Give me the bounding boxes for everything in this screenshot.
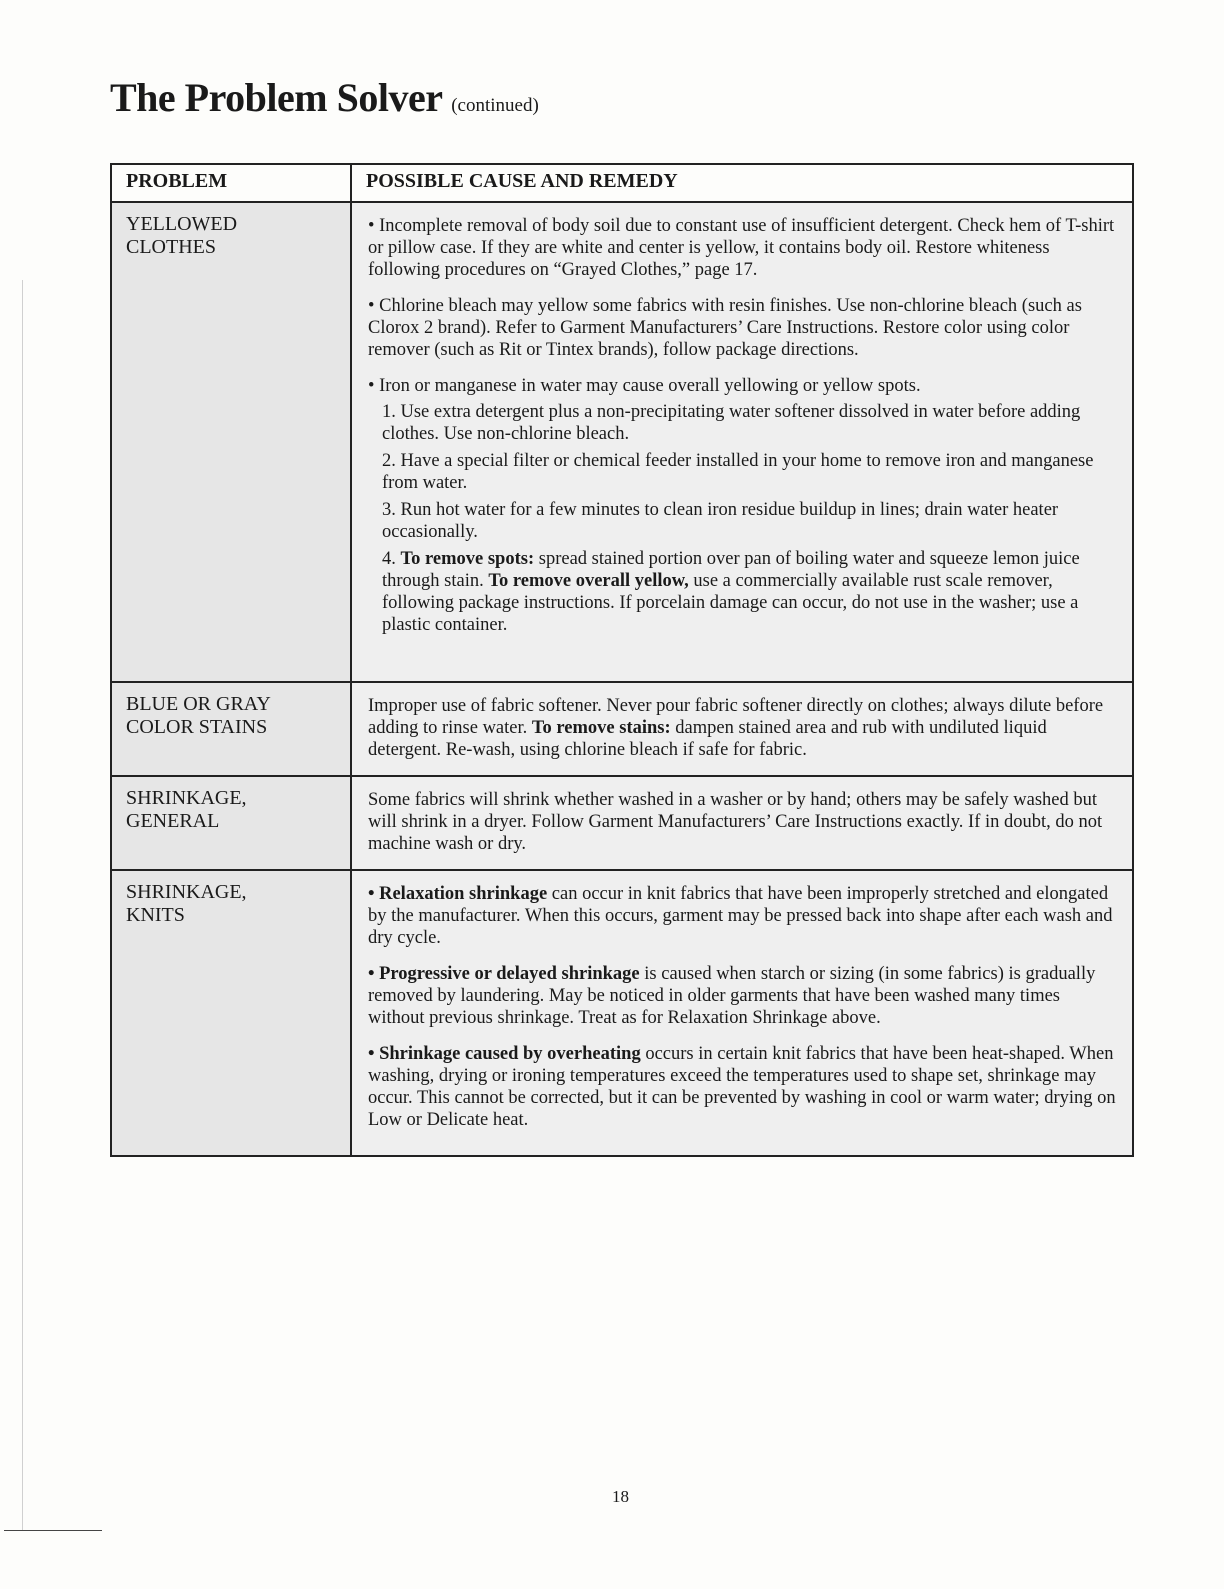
remedy-bullet [368,963,1118,1029]
remedy-step: 2. Have a special filter or chemical feeder installed in your home to remove iron and manganese from water. [382,451,1094,493]
problem-label-line: BLUE OR GRAY [126,693,271,715]
page-subtitle: (continued) [451,95,539,116]
remedy-text: Improper use of fabric softener. Never pour fabric softener directly on clothes; always dilute before adding to rinse water. [368,696,1104,738]
problem-label-line: SHRINKAGE, [126,881,247,903]
table-row [111,682,1133,776]
page-number: 18 [612,1487,629,1506]
problem-label-line: CLOTHES [126,236,216,258]
page-title-text: The Problem Solver [110,75,442,120]
problem-label-line: COLOR STAINS [126,716,268,738]
remedy-text: spread stained portion over pan of boiling water and squeeze lemon juice through stain. [382,549,1080,591]
header-problem: PROBLEM [111,164,351,202]
remedy-cell [351,682,1133,776]
problem-cell [111,682,351,776]
remedy-cell [351,870,1133,1156]
remedy-bullet [368,883,1118,949]
remedy-cell [351,776,1133,870]
scan-edge-line [4,1530,102,1531]
remedy-emphasis: To remove spots: [400,549,535,569]
step-number: 4. [382,549,396,569]
remedy-paragraph: Some fabrics will shrink whether washed in a washer or by hand; others may be safely washed but will shrink in a dryer. Follow Garment Manufacturers’ Care Instructions exactly. If in doubt, do not machine wash or dry. [368,790,1103,854]
remedy-bullet: • Iron or manganese in water may cause overall yellowing or yellow spots. [368,376,921,396]
table-row [111,776,1133,870]
remedy-step [368,548,1118,636]
remedy-bullet: • Chlorine bleach may yellow some fabrics with resin finishes. Use non-chlorine bleach (such as Clorox 2 brand). Refer to Garment Manufacturers’ Care Instructions. Restore color using color remover (such as Rit or Tintex brands), follow package directions. [368,296,1082,360]
table-row [111,870,1133,1156]
problem-label-line: SHRINKAGE, [126,787,247,809]
remedy-emphasis: • Relaxation shrinkage [368,884,548,904]
remedy-step: 3. Run hot water for a few minutes to clean iron residue buildup in lines; drain water heater occasionally. [382,500,1059,542]
remedy-text: dampen stained area and rub with undiluted liquid detergent. Re-wash, using chlorine bleach if safe for fabric. [368,718,1047,760]
problem-solver-table [110,163,1134,1157]
remedy-text: is caused when starch or sizing (in some fabrics) is gradually removed by laundering. May be noticed in older garments that have been washed many times without previous shrinkage. Treat as for Relaxation Shrinkage above. [368,964,1096,1028]
problem-label-line: GENERAL [126,810,220,832]
remedy-text: occurs in certain knit fabrics that have been heat-shaped. When washing, drying or ironing temperatures exceed the temperatures used to shape set, shrinkage may occur. This cannot be corrected, but it can be prevented by washing in cool or warm water; drying on Low or Delicate heat. [368,1044,1116,1130]
remedy-emphasis: • Progressive or delayed shrinkage [368,964,640,984]
remedy-emphasis: To remove stains: [531,718,671,738]
problem-cell [111,870,351,1156]
remedy-step: 1. Use extra detergent plus a non-precipitating water softener dissolved in water before adding clothes. Use non-chlorine bleach. [382,402,1081,444]
scan-margin-line [22,280,23,1530]
page-title [110,74,539,121]
remedy-emphasis: • Shrinkage caused by overheating [368,1044,641,1064]
problem-label-line: KNITS [126,904,185,926]
table-header-row [111,164,1133,202]
remedy-text: use a commercially available rust scale remover, following package instructions. If porcelain damage can occur, do not use in the washer; use a plastic container. [382,571,1079,635]
problem-label-line: YELLOWED [126,213,238,235]
problem-cell [111,202,351,682]
remedy-bullet: • Incomplete removal of body soil due to constant use of insufficient detergent. Check hem of T-shirt or pillow case. If they are white and center is yellow, it contains body oil. Restore whiteness following procedures on “Grayed Clothes,” page 17. [368,216,1115,280]
problem-cell [111,776,351,870]
remedy-bullet [368,1043,1118,1131]
table-row [111,202,1133,682]
remedy-paragraph [368,695,1118,761]
remedy-cell [351,202,1133,682]
remedy-emphasis: To remove overall yellow, [488,571,689,591]
remedy-text: can occur in knit fabrics that have been improperly stretched and elongated by the manufacturer. When this occurs, garment may be pressed back into shape after each wash and dry cycle. [368,884,1113,948]
header-remedy: POSSIBLE CAUSE AND REMEDY [351,164,1133,202]
